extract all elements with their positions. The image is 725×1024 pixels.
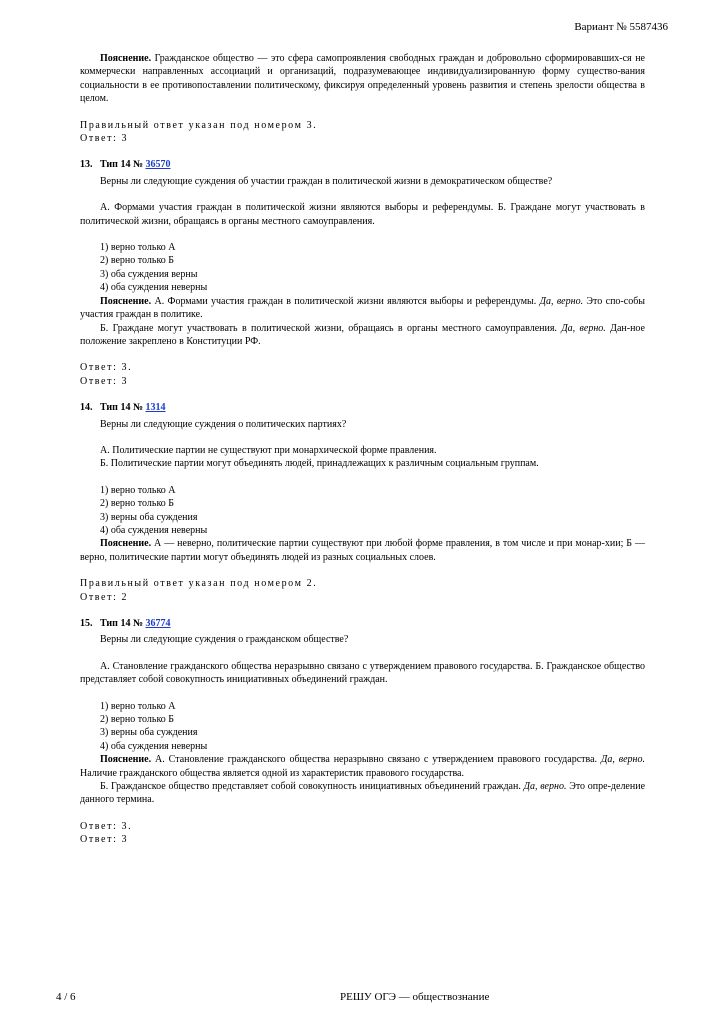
explanation-tail: Наличие гражданского общества является одной из характеристик правового государства.	[80, 767, 464, 779]
document-body	[80, 52, 645, 847]
variant-number: Вариант № 5587436	[574, 21, 668, 33]
answer-line: Ответ: 3	[80, 133, 129, 145]
verdict: Да, верно.	[561, 322, 606, 334]
question-type: Тип 14 №	[100, 159, 143, 171]
answer-line: Ответ: 3	[80, 834, 129, 846]
question-id-link[interactable]: 1314	[145, 402, 166, 414]
answer-option: 2) верно только Б	[100, 714, 175, 726]
answer-option: 2) верно только Б	[100, 498, 175, 510]
verdict: Да, верно.	[539, 295, 584, 307]
answer-option: 4) оба суждения неверны	[100, 740, 208, 752]
explanation-tail: Это опре-деление данного термина.	[80, 781, 646, 806]
answer-option: 4) оба суждения неверны	[100, 282, 208, 294]
explanation-b	[80, 322, 645, 349]
explanation-b	[80, 780, 645, 807]
explanation-text: А — неверно, политические партии существуют при любой форме правления, в том числе и при монар-хии; Б — верно, политические партии могут объединять людей из разных социальных слоев.	[80, 538, 645, 563]
answer-option: 3) верны оба суждения	[100, 511, 198, 523]
answer-option: 1) верно только А	[100, 242, 176, 254]
question-text: Верны ли следующие суждения о политических партиях?	[100, 418, 347, 430]
question-header	[80, 617, 645, 630]
question-number: 14.	[80, 402, 93, 414]
answer-option: 1) верно только А	[100, 700, 176, 712]
answer-option: 3) верны оба суждения	[100, 727, 198, 739]
statement-b: Б. Политические партии могут объединять людей, принадлежащих к различным социальным группам.	[100, 458, 539, 470]
question-statements: А. Формами участия граждан в политической жизни являются выборы и референдумы. Б. Граждане могут участвовать в политической жизни, обращаясь в органы местного самоуправления.	[80, 202, 645, 227]
question-statements: А. Становление гражданского общества неразрывно связано с утверждением правового государства. Б. Гражданское общество представляет собой совокупность инициативных объединений граждан.	[80, 660, 645, 686]
explanation-a	[80, 295, 645, 322]
explanation-tail: Это спо-собы участия граждан в политике.	[80, 295, 645, 321]
question-text: Верны ли следующие суждения об участии граждан в политической жизни в демократическом обществе?	[100, 175, 553, 187]
answer-option: 1) верно только А	[100, 484, 176, 496]
question-header	[80, 401, 645, 414]
explanation-label: Пояснение.	[100, 53, 152, 64]
verdict: Да, верно.	[600, 754, 645, 766]
explanation-tail: Дан-ное положение закреплено в Конституции РФ.	[80, 322, 645, 347]
question-id-link[interactable]: 36570	[145, 159, 171, 171]
explanation	[80, 537, 645, 564]
question-number: 15.	[80, 618, 93, 629]
intro-explanation	[80, 52, 645, 106]
question-type: Тип 14 №	[100, 618, 143, 629]
answer-line: Ответ: 3	[80, 375, 129, 387]
explanation-label: Пояснение.	[100, 538, 152, 550]
question-type: Тип 14 №	[100, 402, 143, 414]
question-header	[80, 158, 645, 171]
question-id-link[interactable]: 36774	[145, 618, 171, 629]
answer-option: 4) оба суждения неверны	[100, 524, 208, 536]
page-number: 4 / 6	[56, 991, 76, 1003]
right-answer-note: Правильный ответ указан под номером 2.	[80, 578, 318, 590]
explanation-text: А. Формами участия граждан в политической жизни являются выборы и референдумы.	[151, 295, 537, 307]
explanation-text: А. Становление гражданского общества неразрывно связано с утверждением правового государства.	[151, 754, 598, 766]
answer-option: 2) верно только Б	[100, 255, 175, 267]
answer-option: 3) оба суждения верны	[100, 268, 198, 280]
verdict: Да, верно.	[523, 781, 567, 793]
right-answer-note: Правильный ответ указан под номером 3.	[80, 119, 318, 131]
site-name: РЕШУ ОГЭ — обществознание	[340, 991, 490, 1003]
question-text: Верны ли следующие суждения о гражданском обществе?	[100, 634, 349, 646]
explanation-text: Б. Гражданское общество представляет собой совокупность инициативных объединений граждан.	[100, 781, 521, 793]
explanation-label: Пояснение.	[100, 754, 152, 766]
statement-a: А. Политические партии не существуют при монархической форме правления.	[100, 444, 437, 456]
answer-line: Ответ: 3.	[80, 820, 133, 832]
answer-line: Ответ: 2	[80, 591, 129, 603]
question-number: 13.	[80, 159, 93, 171]
answer-line: Ответ: 3.	[80, 362, 133, 374]
explanation-text: Б. Граждане могут участвовать в политической жизни, обращаясь в органы местного самоуправления.	[100, 322, 557, 334]
explanation-a	[80, 753, 645, 780]
explanation-label: Пояснение.	[100, 295, 152, 307]
explanation-text: Гражданское общество — это сфера самопроявления свободных граждан и добровольно сформировавших-ся не коммерчески направленных ассоциаций и организаций, подразумевающее индивидуализированную форму существо-вания социальности в ее противопоставлении политическому, фиксируя определенный уровень развития и степень зрелости общества в целом.	[80, 53, 645, 105]
